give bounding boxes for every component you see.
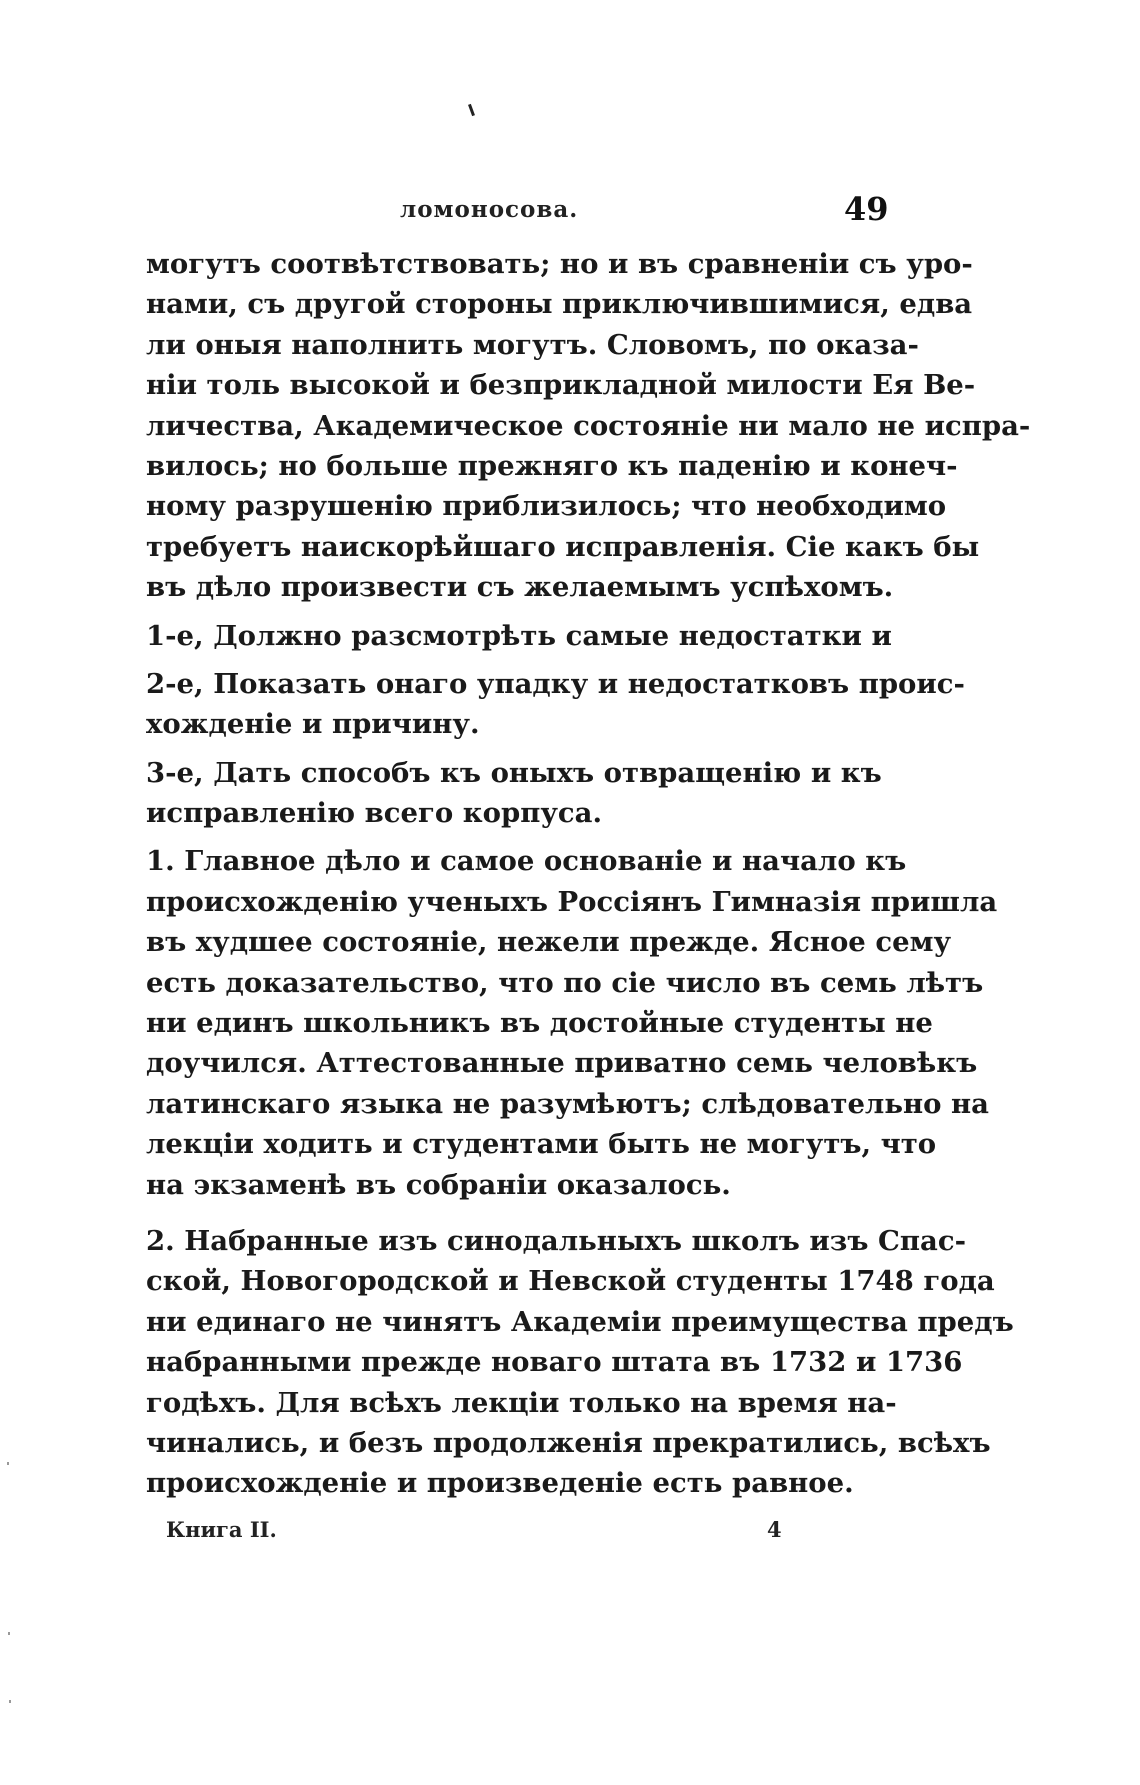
- text-line: годѣхъ. Для всѣхъ лекціи только на время на-: [146, 1386, 897, 1419]
- text-line: въ худшее состояніе, нежели прежде. Ясное сему: [146, 926, 952, 959]
- text-line: ніи толь высокой и безприкладной милости Ея Ве-: [146, 369, 976, 402]
- text-line: 2. Набранные изъ синодальныхъ школъ изъ Спас-: [146, 1224, 966, 1257]
- text-line: ни единъ школьникъ въ достойные студенты не: [146, 1007, 933, 1040]
- text-line: лекціи ходить и студентами быть не могутъ, что: [146, 1128, 937, 1161]
- body-text: [146, 244, 1031, 1504]
- text-line: 1-е, Должно разсмотрѣть самые недостатки и: [146, 619, 892, 652]
- text-line: ни единаго не чинятъ Академіи преимущества предъ: [146, 1305, 1014, 1338]
- text-line: въ дѣло произвести съ желаемымъ успѣхомъ.: [146, 571, 894, 604]
- text-line: 1. Главное дѣло и самое основаніе и начало къ: [146, 845, 907, 878]
- text-line: нами, съ другой стороны приключившимися, едва: [146, 288, 973, 321]
- paragraph-point-2e: [146, 664, 965, 745]
- running-head: ломоносова.: [400, 196, 579, 223]
- text-line: исправленію всего корпуса.: [146, 797, 603, 830]
- text-line: латинскаго языка не разумѣютъ; слѣдовательно на: [146, 1087, 989, 1120]
- paragraph-point-3e: [146, 753, 882, 834]
- paragraph-section-1: [146, 841, 998, 1205]
- text-line: вилось; но больше прежняго къ паденію и конеч-: [146, 449, 958, 482]
- text-line: личества, Академическое состояніе ни мало не испра-: [146, 409, 1031, 442]
- text-line: происхожденію ученыхъ Россіянъ Гимназія пришла: [146, 885, 998, 918]
- paragraph-point-1e: [146, 616, 892, 656]
- text-line: доучился. Аттестованные приватно семь человѣкъ: [146, 1047, 978, 1080]
- signature-number: 4: [767, 1517, 782, 1542]
- text-line: набранными прежде новаго штата въ 1732 и 1736: [146, 1346, 963, 1379]
- text-line: чинались, и безъ продолженія прекратились, всѣхъ: [146, 1426, 991, 1459]
- stray-ink-mark: [468, 104, 475, 116]
- margin-speck: [7, 1462, 9, 1465]
- text-line: требуетъ наискорѣйшаго исправленія. Сіе какъ бы: [146, 530, 980, 563]
- paragraph-intro: [146, 244, 1031, 608]
- printer-signature: Книга II.: [166, 1517, 277, 1542]
- page-number: 49: [844, 190, 889, 228]
- text-line: есть доказательство, что по сіе число въ семь лѣтъ: [146, 966, 984, 999]
- text-line: на экзаменѣ въ собраніи оказалось.: [146, 1168, 731, 1201]
- text-line: ской, Новогородской и Невской студенты 1748 года: [146, 1265, 995, 1298]
- text-line: 3-е, Дать способъ къ оныхъ отвращенію и къ: [146, 756, 882, 789]
- text-line: ли оныя наполнить могутъ. Словомъ, по оказа-: [146, 328, 919, 361]
- text-line: хожденіе и причину.: [146, 708, 480, 741]
- text-line: происхожденіе и произведеніе есть равное.: [146, 1467, 854, 1500]
- margin-speck: [8, 1632, 10, 1635]
- margin-speck: [9, 1700, 11, 1703]
- text-line: могутъ соотвѣтствовать; но и въ сравненіи съ уро-: [146, 248, 973, 280]
- text-line: 2-е, Показать онаго упадку и недостатковъ проис-: [146, 667, 965, 700]
- text-line: ному разрушенію приблизилось; что необходимо: [146, 490, 947, 523]
- paragraph-section-2: [146, 1221, 1014, 1504]
